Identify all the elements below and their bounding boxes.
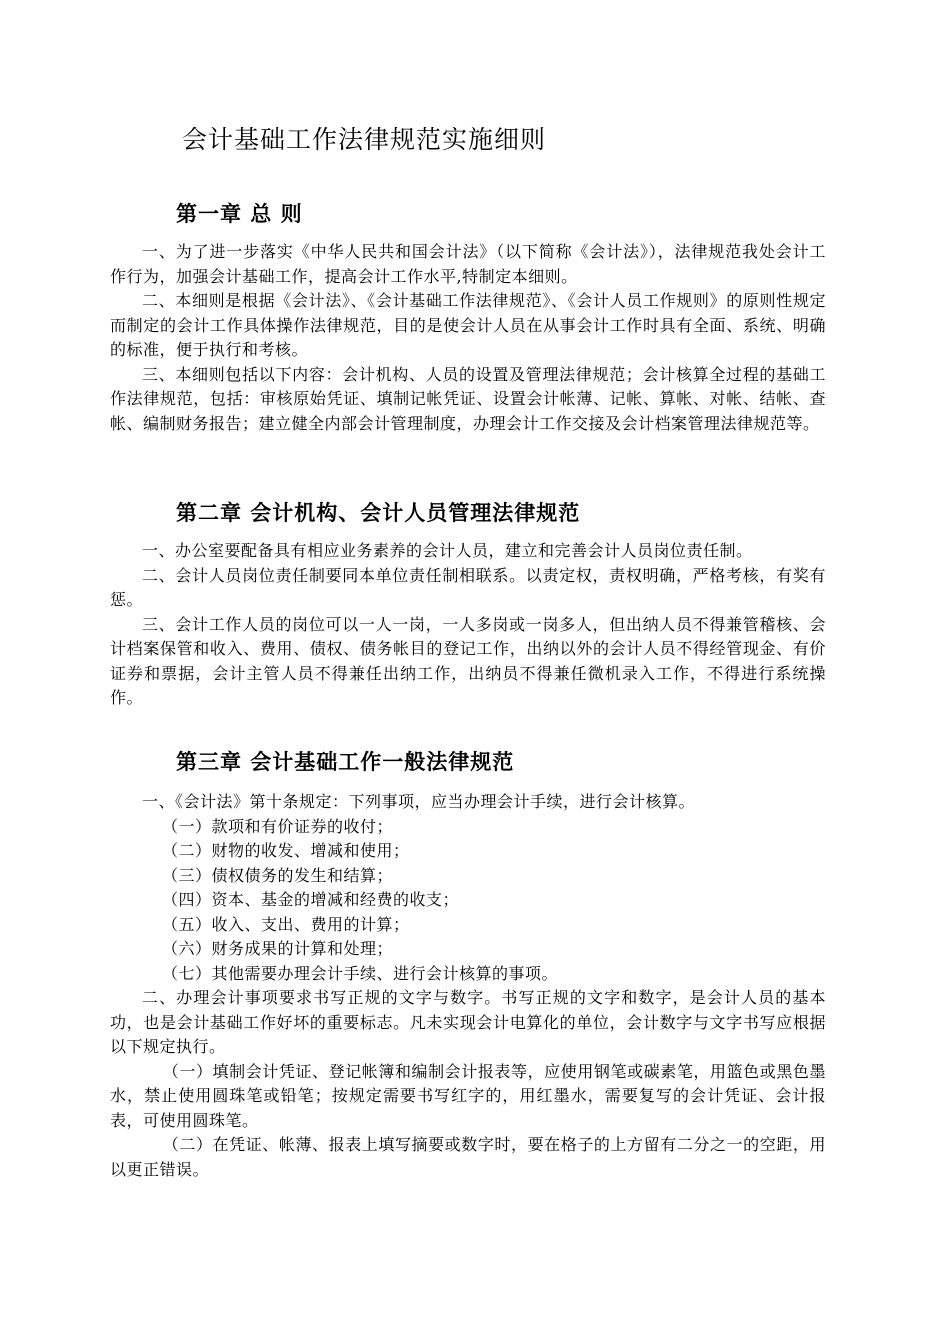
paragraph: 二、办理会计事项要求书写正规的文字与数字。书写正规的文字和数字，是会计人员的基本功，也是会计基础工作好坏的重要标志。凡未实现会计电算化的单位，会计数字与文字书写应根据以下规定执行。 [110,988,826,1056]
list-item: （一）款项和有价证券的收付； [162,816,394,836]
paragraph: 一、《会计法》第十条规定：下列事项，应当办理会计手续，进行会计核算。 [142,792,696,811]
list-item: （六）财务成果的计算和处理； [162,939,394,958]
chapter-2 [0,497,950,711]
list-item: （三）债权债务的发生和结算； [162,865,394,885]
paragraph: 二、本细则是根据《会计法》、《会计基础工作法律规范》、《会计人员工作规则》的原则性规定而制定的会计工作具体操作法律规范，目的是使会计人员在从事会计工作时具有全面、系统、明确的标准，便于执行和考核。 [110,291,826,359]
paragraph: 一、为了进一步落实《中华人民共和国会计法》（以下简称《会计法》），法律规范我处会计工作行为，加强会计基础工作，提高会计工作水平,特制定本细则。 [110,242,826,286]
chapter-heading: 第一章 总 则 [176,202,303,226]
list-item: （二）财物的收发、增减和使用； [162,841,410,860]
document-title: 会计基础工作法律规范实施细则 [182,125,547,154]
chapter-heading: 第三章 会计基础工作一般法律规范 [176,750,515,774]
paragraph: 三、会计工作人员的岗位可以一人一岗，一人多岗或一岗多人，但出纳人员不得兼管稽核、会计档案保管和收入、费用、债权、债务帐目的登记工作，出纳以外的会计人员不得经管现金、有价证券和票据，会计主管人员不得兼任出纳工作，出纳员不得兼任微机录入工作，不得进行系统操作。 [110,614,826,707]
paragraph: 二、会计人员岗位责任制要同本单位责任制相联系。以责定权，责权明确，严格考核，有奖有惩。 [110,565,826,609]
chapter-3 [0,746,950,1182]
chapter-1 [0,198,950,436]
list-item: （五）收入、支出、费用的计算； [162,914,410,934]
paragraph: 三、本细则包括以下内容：会计机构、人员的设置及管理法律规范；会计核算全过程的基础工作法律规范，包括：审核原始凭证、填制记帐凭证、设置会计帐薄、记帐、算帐、对帐、结帐、查帐、编制财务报告；建立健全内部会计管理制度，办理会计工作交接及会计档案管理法律规范等。 [110,364,826,433]
list-item: （四）资本、基金的增减和经费的收支； [162,890,460,909]
sub-paragraph: （一）填制会计凭证、登记帐簿和编制会计报表等，应使用钢笔或碳素笔，用篮色或黑色墨水，禁止使用圆珠笔或铅笔；按规定需要书写红字的，用红墨水，需要复写的会计凭证、会计报表，可使用圆珠笔。 [110,1061,826,1130]
paragraph: 一、办公室要配备具有相应业务素养的会计人员，建立和完善会计人员岗位责任制。 [142,541,753,560]
chapter-heading: 第二章 会计机构、会计人员管理法律规范 [176,501,581,525]
sub-paragraph: （二）在凭证、帐薄、报表上填写摘要或数字时，要在格子的上方留有二分之一的空距，用以更正错误。 [110,1135,826,1179]
list-item: （七）其他需要办理会计手续、进行会计核算的事项。 [162,963,559,983]
